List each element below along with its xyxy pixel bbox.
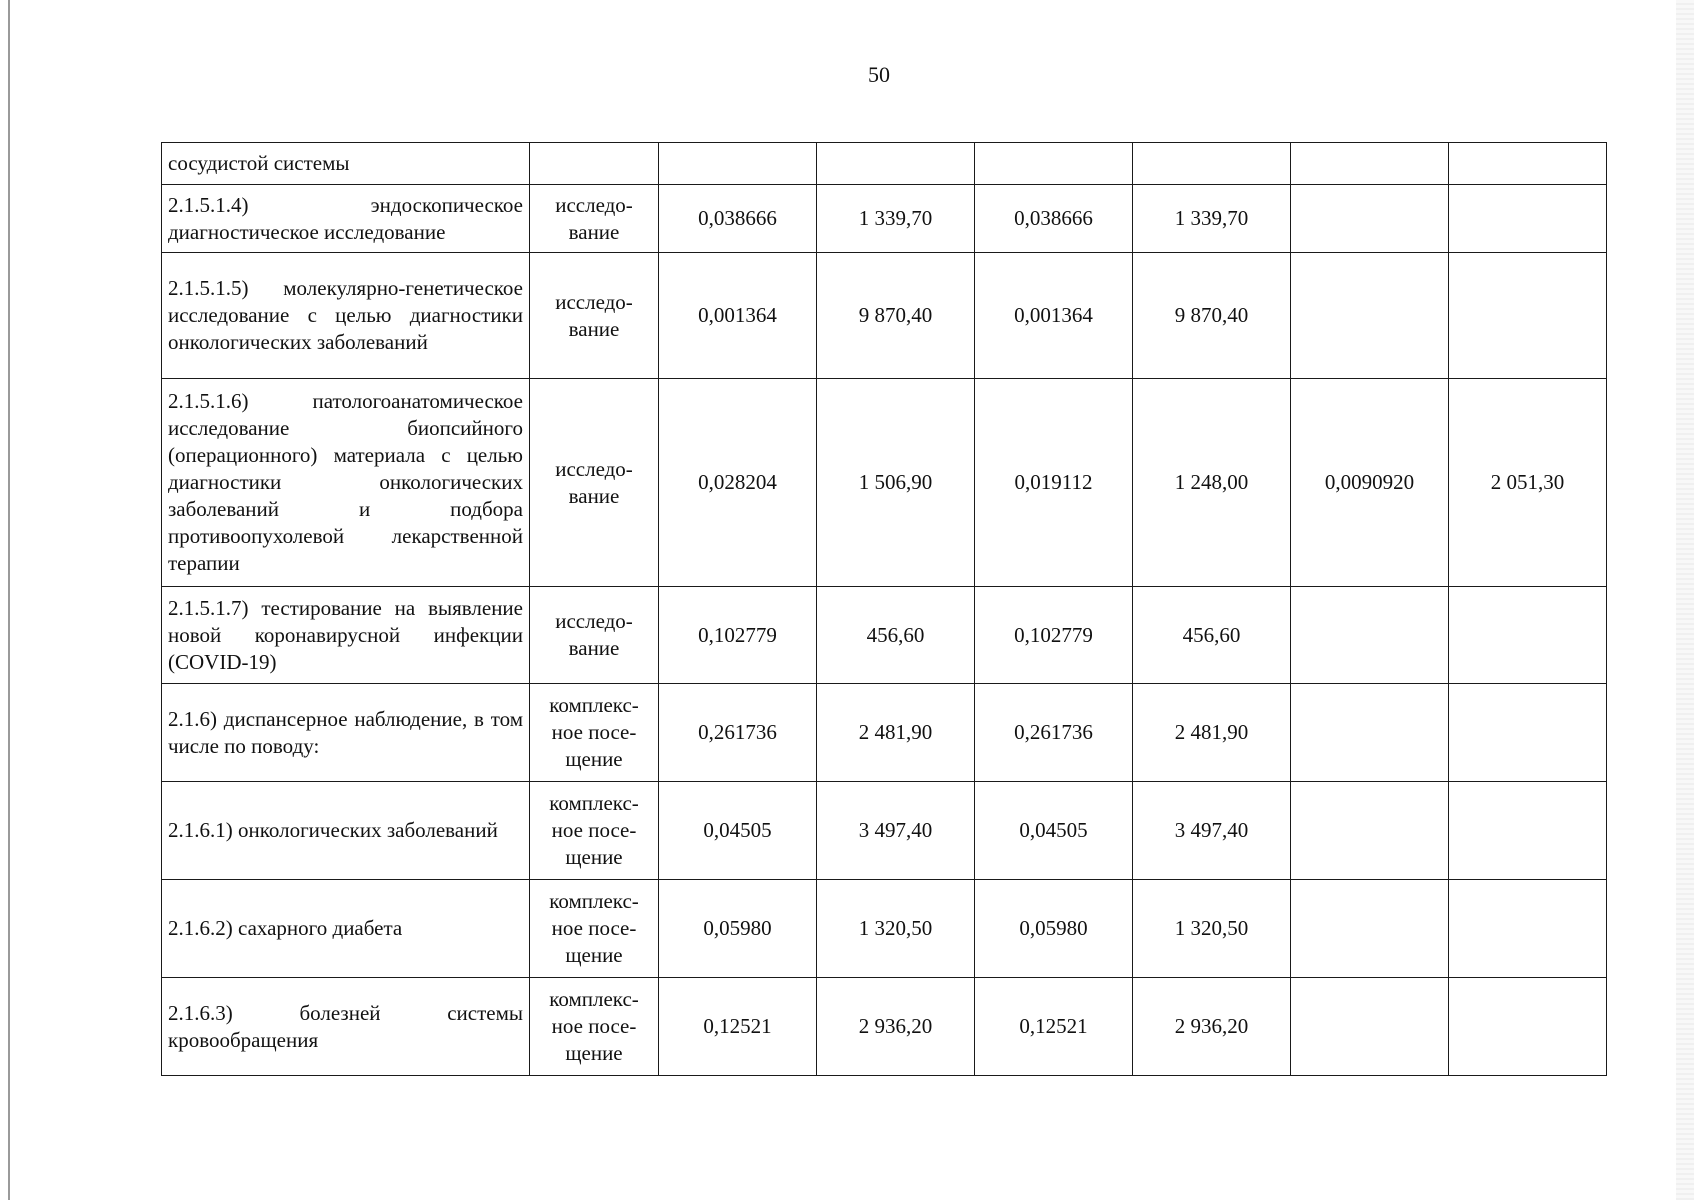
row-description: 2.1.5.1.7) тестирование на выявление новой коронавирусной инфекции (COVID-19) (162, 587, 530, 684)
row-value-2: 456,60 (817, 587, 975, 684)
row-description: 2.1.5.1.5) молекулярно-генетическое исследование с целью диагностики онкологических заболеваний (162, 253, 530, 379)
row-value-2: 2 936,20 (817, 978, 975, 1076)
row-description: сосудистой системы (162, 143, 530, 185)
row-unit: комплекс- ное посе- щение (530, 880, 659, 978)
row-value-2: 1 506,90 (817, 379, 975, 587)
row-description: 2.1.6.1) онкологических заболеваний (162, 782, 530, 880)
row-value-6 (1449, 587, 1607, 684)
data-table (161, 142, 1607, 1076)
row-unit: исследо- вание (530, 253, 659, 379)
row-value-5 (1291, 587, 1449, 684)
row-value-4: 1 320,50 (1133, 880, 1291, 978)
table-row (162, 587, 1607, 684)
page-number: 50 (868, 62, 890, 87)
row-value-2: 1 339,70 (817, 185, 975, 253)
row-value-6 (1449, 143, 1607, 185)
row-value-2: 2 481,90 (817, 684, 975, 782)
row-description: 2.1.6) диспансерное наблюдение, в том числе по поводу: (162, 684, 530, 782)
row-value-6 (1449, 684, 1607, 782)
row-value-4: 9 870,40 (1133, 253, 1291, 379)
table-row (162, 253, 1607, 379)
row-description: 2.1.6.3) болезней системы кровообращения (162, 978, 530, 1076)
row-value-5 (1291, 880, 1449, 978)
scan-edge-left (8, 0, 10, 1200)
row-value-1: 0,04505 (659, 782, 817, 880)
row-value-1: 0,12521 (659, 978, 817, 1076)
row-value-1 (659, 143, 817, 185)
row-value-1: 0,102779 (659, 587, 817, 684)
row-value-2: 9 870,40 (817, 253, 975, 379)
row-value-4: 2 936,20 (1133, 978, 1291, 1076)
row-value-5 (1291, 253, 1449, 379)
row-unit: комплекс- ное посе- щение (530, 978, 659, 1076)
row-value-4 (1133, 143, 1291, 185)
row-value-3: 0,038666 (975, 185, 1133, 253)
row-unit: комплекс- ное посе- щение (530, 782, 659, 880)
row-unit: исследо- вание (530, 587, 659, 684)
row-value-3: 0,001364 (975, 253, 1133, 379)
row-description: 2.1.5.1.4) эндоскопическое диагностическое исследование (162, 185, 530, 253)
row-value-6 (1449, 782, 1607, 880)
row-value-1: 0,001364 (659, 253, 817, 379)
scan-edge-right (1676, 0, 1694, 1200)
row-value-4: 1 248,00 (1133, 379, 1291, 587)
table-row (162, 143, 1607, 185)
table-row (162, 782, 1607, 880)
row-description: 2.1.6.2) сахарного диабета (162, 880, 530, 978)
table-row (162, 880, 1607, 978)
table-row (162, 379, 1607, 587)
row-value-4: 456,60 (1133, 587, 1291, 684)
table-row (162, 978, 1607, 1076)
row-value-3: 0,05980 (975, 880, 1133, 978)
row-value-5 (1291, 978, 1449, 1076)
row-unit: исследо- вание (530, 185, 659, 253)
row-value-2 (817, 143, 975, 185)
row-value-6: 2 051,30 (1449, 379, 1607, 587)
row-unit: исследо- вание (530, 379, 659, 587)
row-description: 2.1.5.1.6) патологоанатомическое исследование биопсийного (операционного) материала с целью диагностики онкологических заболеваний и подбора противоопухолевой лекарственной терапии (162, 379, 530, 587)
row-value-6 (1449, 978, 1607, 1076)
row-value-1: 0,261736 (659, 684, 817, 782)
row-unit: комплекс- ное посе- щение (530, 684, 659, 782)
row-value-5 (1291, 185, 1449, 253)
row-value-5 (1291, 782, 1449, 880)
table-row (162, 185, 1607, 253)
row-value-5 (1291, 143, 1449, 185)
row-value-2: 3 497,40 (817, 782, 975, 880)
row-unit (530, 143, 659, 185)
row-value-2: 1 320,50 (817, 880, 975, 978)
row-value-3: 0,04505 (975, 782, 1133, 880)
row-value-3: 0,019112 (975, 379, 1133, 587)
row-value-1: 0,05980 (659, 880, 817, 978)
row-value-5 (1291, 684, 1449, 782)
row-value-3 (975, 143, 1133, 185)
row-value-6 (1449, 185, 1607, 253)
row-value-6 (1449, 253, 1607, 379)
row-value-6 (1449, 880, 1607, 978)
row-value-4: 1 339,70 (1133, 185, 1291, 253)
row-value-3: 0,261736 (975, 684, 1133, 782)
table-row (162, 684, 1607, 782)
row-value-4: 2 481,90 (1133, 684, 1291, 782)
row-value-3: 0,102779 (975, 587, 1133, 684)
row-value-1: 0,028204 (659, 379, 817, 587)
row-value-1: 0,038666 (659, 185, 817, 253)
row-value-5: 0,0090920 (1291, 379, 1449, 587)
row-value-4: 3 497,40 (1133, 782, 1291, 880)
row-value-3: 0,12521 (975, 978, 1133, 1076)
